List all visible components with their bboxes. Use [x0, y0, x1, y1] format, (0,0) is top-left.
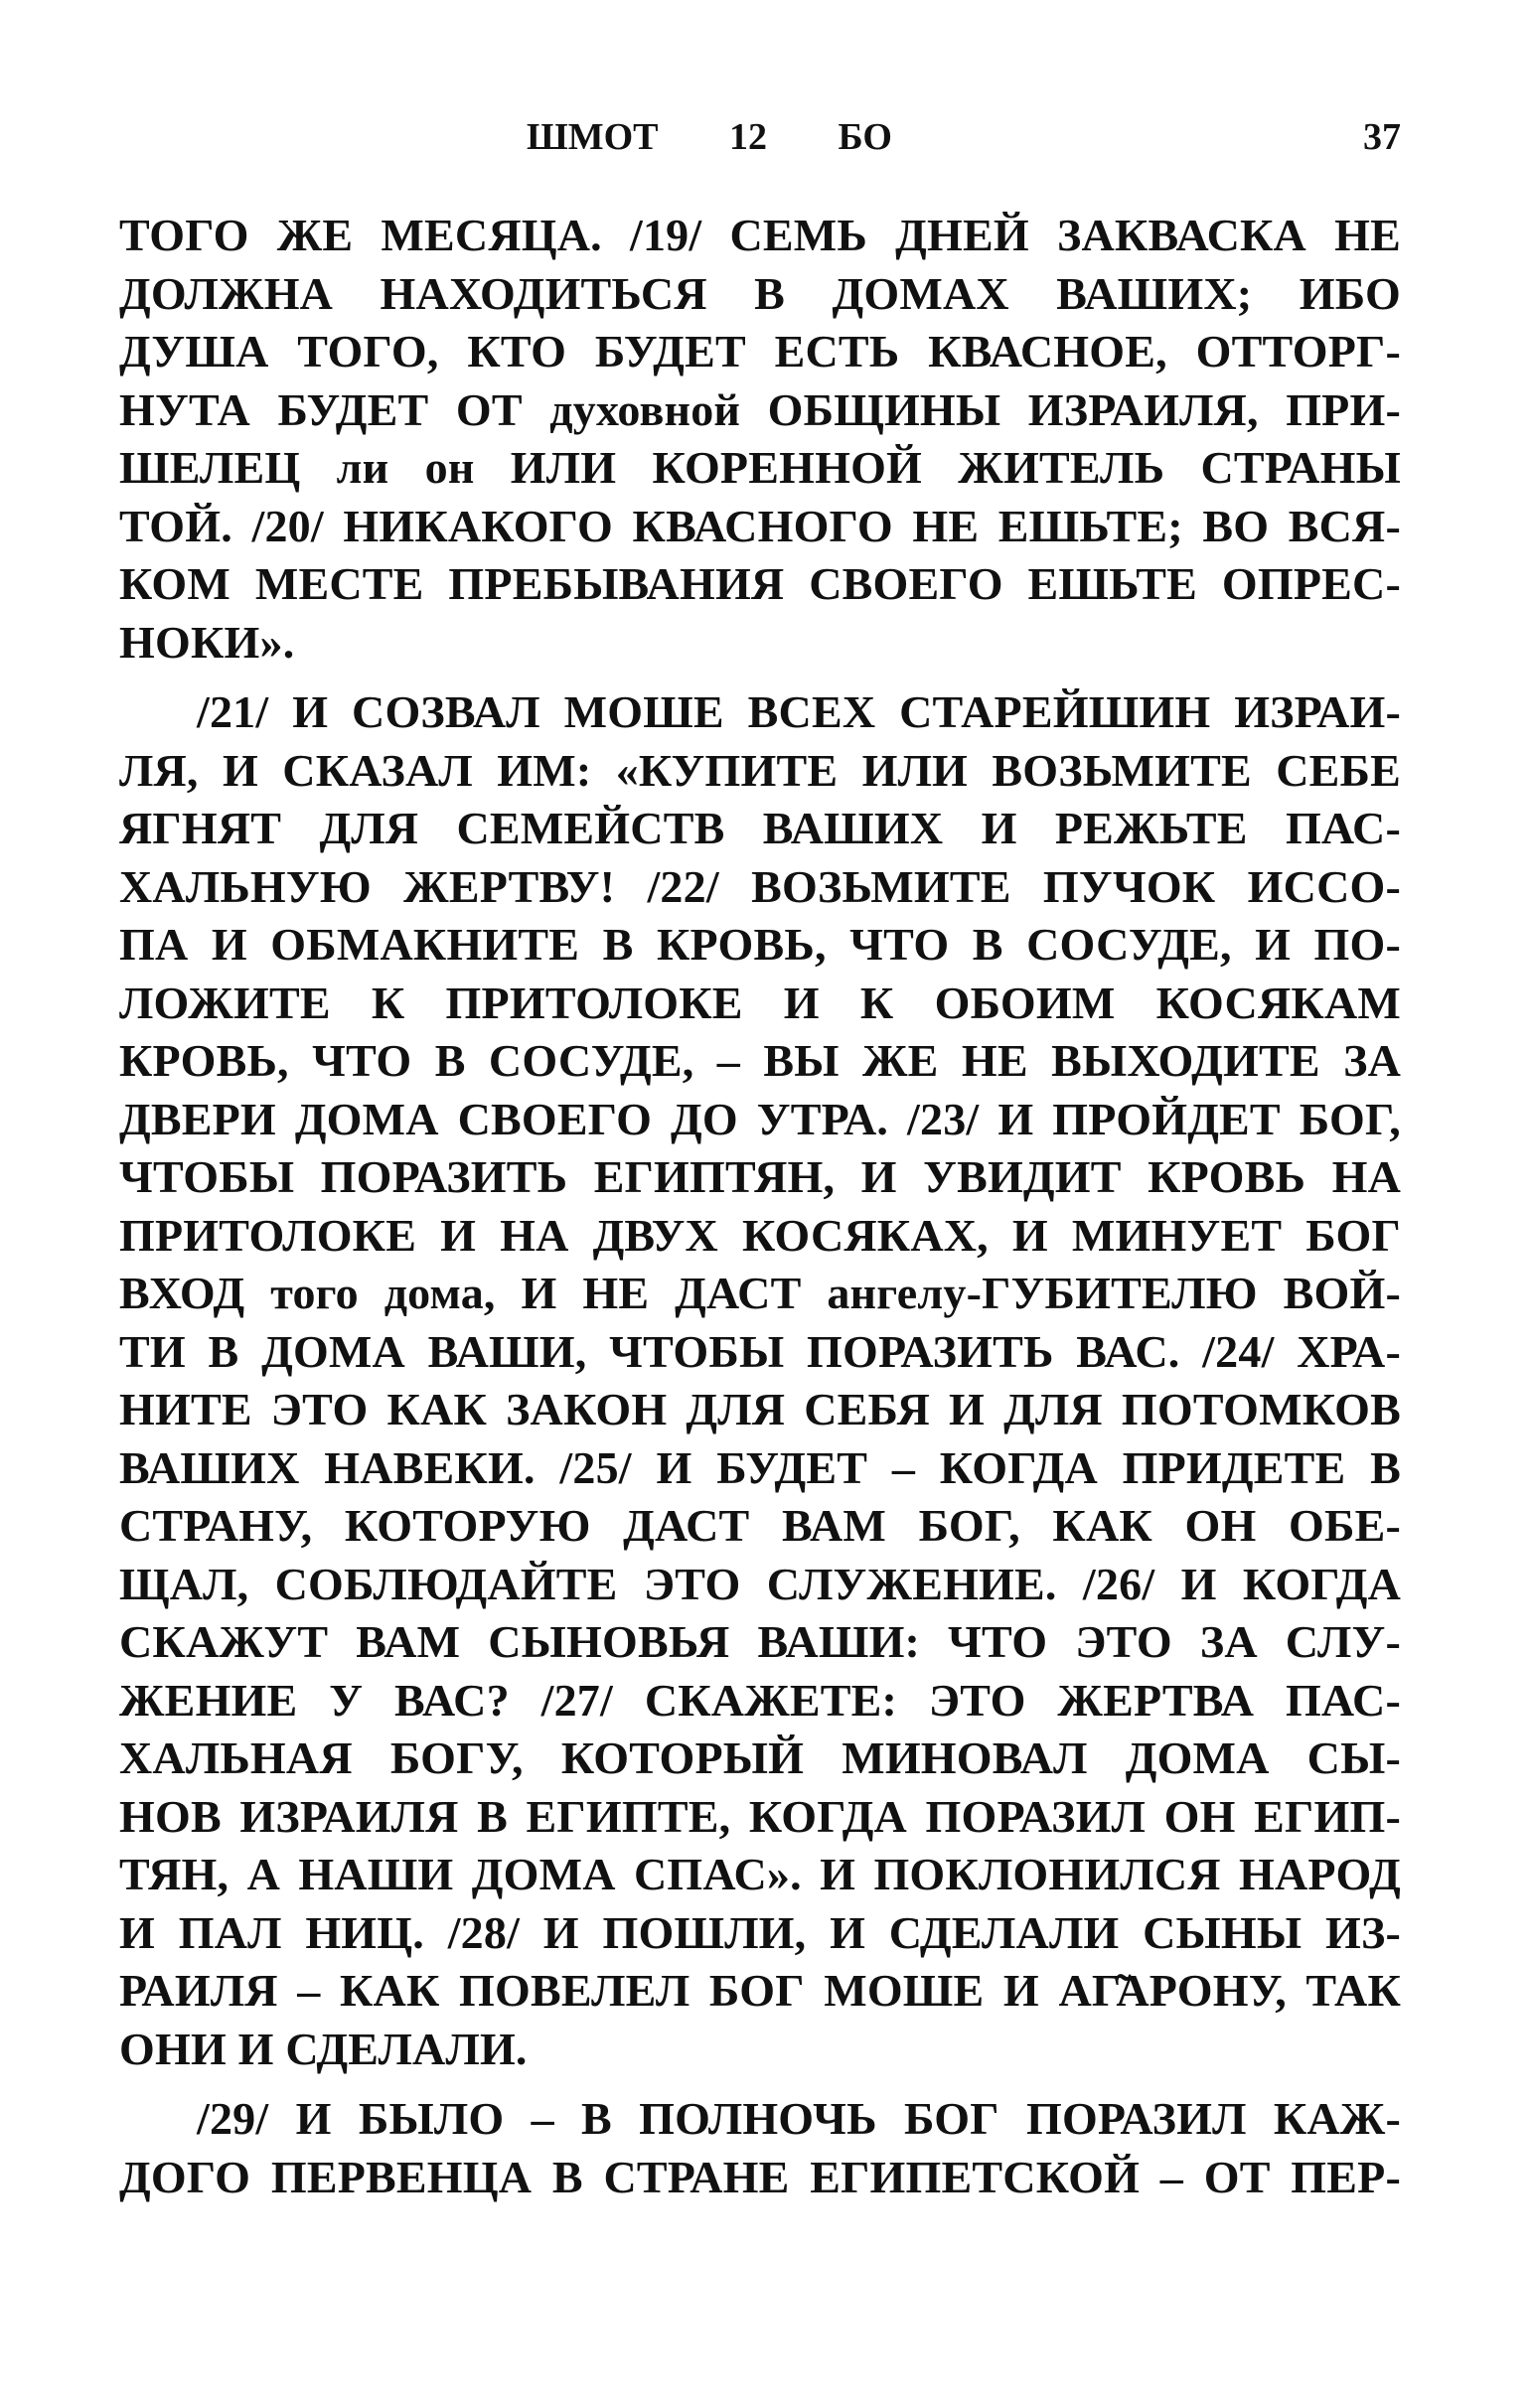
text-line: ДВЕРИ ДОМА СВОЕГО ДО УТРА. /23/ И ПРОЙДЕТ БОГ, — [119, 1093, 1401, 1144]
text-line: КОМ МЕСТЕ ПРЕБЫВАНИЯ СВОЕГО ЕШЬТЕ ОПРЕС- — [119, 558, 1401, 609]
text-line: ЧТОБЫ ПОРАЗИТЬ ЕГИПТЯН, И УВИДИТ КРОВЬ НА — [119, 1151, 1401, 1202]
text-line: КРОВЬ, ЧТО В СОСУДЕ, – ВЫ ЖЕ НЕ ВЫХОДИТЕ ЗА — [119, 1035, 1401, 1086]
text-line: ХАЛЬНАЯ БОГУ, КОТОРЫЙ МИНОВАЛ ДОМА СЫ- — [119, 1732, 1401, 1783]
text-line: ХАЛЬНУЮ ЖЕРТВУ! /22/ ВОЗЬМИТЕ ПУЧОК ИССО- — [119, 860, 1401, 912]
text-line: ЯГНЯТ ДЛЯ СЕМЕЙСТВ ВАШИХ И РЕЖЬТЕ ПАС- — [119, 803, 1401, 853]
text-line: НОВ ИЗРАИЛЯ В ЕГИПТЕ, КОГДА ПОРАЗИЛ ОН ЕГИП- — [119, 1790, 1401, 1842]
paragraph — [119, 2090, 1401, 2206]
paragraph — [119, 683, 1401, 2078]
portion-name: БО — [838, 116, 892, 158]
text-line: /21/ И СОЗВАЛ МОШЕ ВСЕХ СТАРЕЙШИН ИЗРАИ- — [197, 686, 1401, 737]
running-head — [119, 107, 1401, 167]
text-line: ПА И ОБМАКНИТЕ В КРОВЬ, ЧТО В СОСУДЕ, И ПО- — [119, 919, 1401, 970]
text-line: ВХОД того дома, И НЕ ДАСТ ангелу-ГУБИТЕЛЮ ВОЙ- — [119, 1268, 1401, 1318]
text-line: НУТА БУДЕТ ОТ духовной ОБЩИНЫ ИЗРАИЛЯ, ПРИ- — [119, 383, 1401, 435]
text-line: ДОЛЖНА НАХОДИТЬСЯ В ДОМАХ ВАШИХ; ИБО — [119, 267, 1401, 319]
text-line: ВАШИХ НАВЕКИ. /25/ И БУДЕТ – КОГДА ПРИДЕТЕ В — [119, 1441, 1401, 1493]
text-line: ТОГО ЖЕ МЕСЯЦА. /19/ СЕМЬ ДНЕЙ ЗАКВАСКА НЕ — [119, 210, 1401, 260]
chapter-number: 12 — [729, 116, 767, 158]
text-line: РАИЛЯ – КАК ПОВЕЛЕЛ БОГ МОШЕ И АГ̃АРОНУ, ТАК — [119, 1965, 1401, 2016]
text-line: ЖЕНИЕ У ВАС? /27/ СКАЖЕТЕ: ЭТО ЖЕРТВА ПАС- — [119, 1674, 1401, 1726]
text-line: ЛЯ, И СКАЗАЛ ИМ: «КУПИТЕ ИЛИ ВОЗЬМИТЕ СЕБЕ — [119, 744, 1401, 796]
text-line: СКАЖУТ ВАМ СЫНОВЬЯ ВАШИ: ЧТО ЭТО ЗА СЛУ- — [119, 1616, 1401, 1667]
text-line: ЩАЛ, СОБЛЮДАЙТЕ ЭТО СЛУЖЕНИЕ. /26/ И КОГДА — [119, 1558, 1401, 1609]
book-name: ШМОТ — [527, 116, 659, 158]
page-number: 37 — [1363, 116, 1401, 158]
paragraph — [119, 207, 1401, 672]
text-line: ЛОЖИТЕ К ПРИТОЛОКЕ И К ОБОИМ КОСЯКАМ — [119, 977, 1401, 1028]
text-line: НОКИ». — [119, 616, 295, 668]
text-line: ТЯН, А НАШИ ДОМА СПАС». И ПОКЛОНИЛСЯ НАРОД — [119, 1849, 1401, 1899]
text-line: ОНИ И СДЕЛАЛИ. — [119, 2023, 528, 2074]
text-line: ДОГО ПЕРВЕНЦА В СТРАНЕ ЕГИПЕТСКОЙ – ОТ ПЕР- — [119, 2151, 1401, 2202]
text-line: /29/ И БЫЛО – В ПОЛНОЧЬ БОГ ПОРАЗИЛ КАЖ- — [197, 2093, 1401, 2144]
body-text — [119, 207, 1401, 2206]
text-line: ТИ В ДОМА ВАШИ, ЧТОБЫ ПОРАЗИТЬ ВАС. /24/ ХРА- — [119, 1325, 1401, 1377]
running-title — [527, 107, 892, 167]
text-line: СТРАНУ, КОТОРУЮ ДАСТ ВАМ БОГ, КАК ОН ОБЕ- — [119, 1500, 1401, 1551]
text-line: И ПАЛ НИЦ. /28/ И ПОШЛИ, И СДЕЛАЛИ СЫНЫ ИЗ- — [119, 1906, 1401, 1958]
text-line: ШЕЛЕЦ ли он ИЛИ КОРЕННОЙ ЖИТЕЛЬ СТРАНЫ — [119, 442, 1401, 493]
text-line: ДУША ТОГО, КТО БУДЕТ ЕСТЬ КВАСНОЕ, ОТТОРГ- — [119, 326, 1401, 376]
text-line: ПРИТОЛОКЕ И НА ДВУХ КОСЯКАХ, И МИНУЕТ БОГ — [119, 1209, 1401, 1261]
text-line: ТОЙ. /20/ НИКАКОГО КВАСНОГО НЕ ЕШЬТЕ; ВО ВСЯ- — [119, 500, 1401, 551]
text-line: НИТЕ ЭТО КАК ЗАКОН ДЛЯ СЕБЯ И ДЛЯ ПОТОМКОВ — [119, 1384, 1401, 1434]
